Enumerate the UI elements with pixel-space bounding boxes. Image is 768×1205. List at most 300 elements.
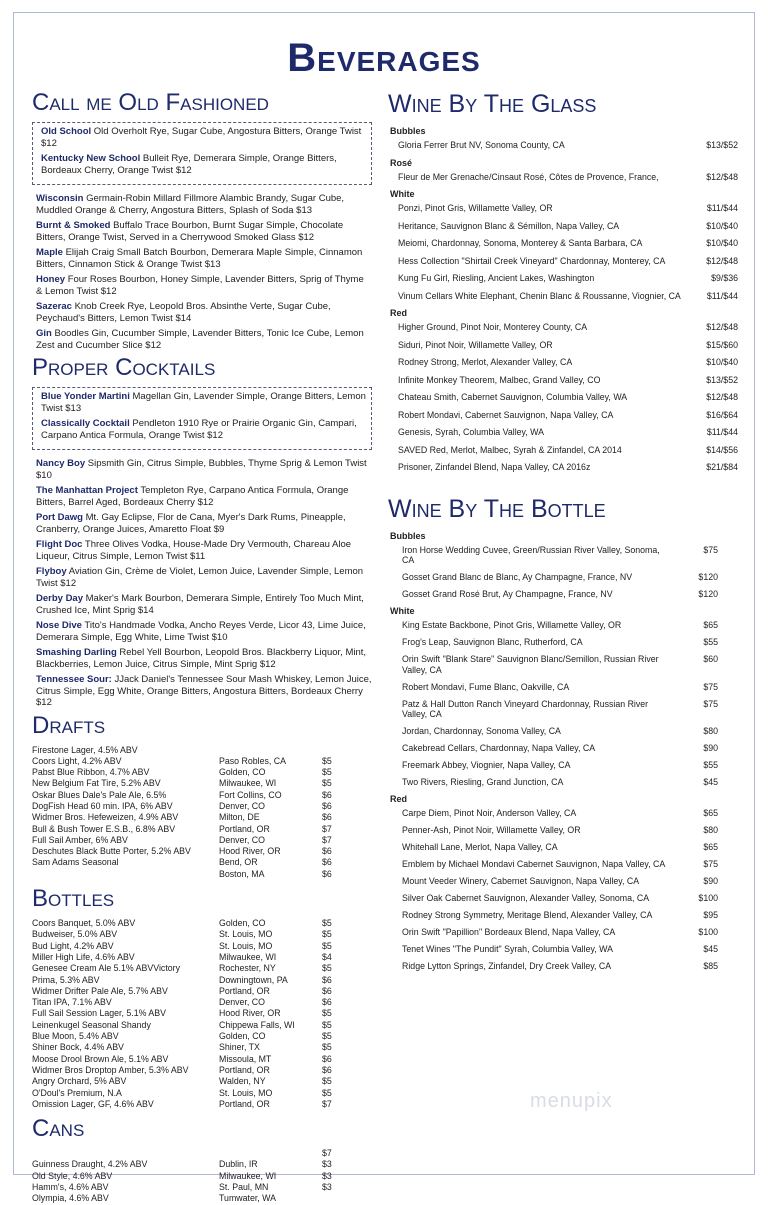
wine-bottle-title: Wine By The Bottle	[388, 494, 606, 523]
wine-name: Ponzi, Pinot Gris, Willamette Valley, OR	[398, 203, 553, 213]
beer-price: $5	[322, 1019, 332, 1030]
beer-row	[32, 941, 372, 952]
wine-price: $15/$60	[706, 339, 738, 350]
beer-name: Shiner Bock, 4.4% ABV	[32, 1042, 124, 1053]
beer-name: Old Style, 4.6% ABV	[32, 1170, 113, 1181]
beer-origin: Golden, CO	[219, 1031, 266, 1042]
cocktail-description: Tito's Handmade Vodka, Ancho Reyes Verde, Licor 43, Lime Juice, Demerara Simple, Egg White, Lime Twist $10	[36, 620, 366, 643]
cocktail-description: Germain-Robin Millard Fillmore Alambic Brandy, Sugar Cube, Muddled Orange & Cherry, Angostura Bitters, Splash of Soda $13	[36, 193, 345, 216]
wine-name: Robert Mondavi, Fume Blanc, Oakville, CA	[402, 681, 570, 692]
cocktail-description: Rebel Yell Bourbon, Leopold Bros. Blackberry Liquor, Mint, Blackberries, Lemon Juice, Citrus Simple, Mint Sprig $12	[36, 647, 367, 670]
wine-price: $10/$40	[706, 238, 738, 248]
beer-row	[32, 801, 372, 812]
beer-row	[32, 1065, 372, 1076]
beer-name: Widmer Bros Droptop Amber, 5.3% ABV	[32, 1064, 189, 1075]
wine-price: $75	[703, 681, 718, 692]
cocktail-name: Derby Day	[36, 593, 83, 604]
beer-origin: Milwaukee, WI	[219, 778, 277, 789]
beer-price: $5	[322, 1031, 332, 1042]
beer-name: Pabst Blue Ribbon, 4.7% ABV	[32, 767, 150, 778]
beer-price: $7	[322, 834, 332, 845]
wine-price: $16/$64	[706, 409, 738, 420]
wine-price: $11/$44	[706, 427, 738, 437]
beer-name: Sam Adams Seasonal	[32, 857, 119, 868]
old-fashioned-title: Call me Old Fashioned	[32, 89, 269, 116]
cocktail-item	[36, 566, 372, 589]
beer-name: Hamm's, 4.6% ABV	[32, 1182, 109, 1192]
cocktail-item	[36, 458, 372, 481]
cocktail-item	[36, 193, 372, 216]
beer-row	[32, 767, 372, 778]
beer-row	[32, 1099, 372, 1110]
cocktail-name: Kentucky New School	[41, 153, 141, 164]
page-title: Beverages	[287, 36, 481, 80]
beer-origin: Hood River, OR	[219, 1008, 281, 1019]
beer-price: $5	[322, 1042, 332, 1053]
beer-row	[32, 857, 372, 868]
wine-name: Kung Fu Girl, Riesling, Ancient Lakes, Washington	[398, 273, 595, 283]
wine-price: $80	[703, 825, 718, 835]
wine-row	[388, 238, 748, 249]
wine-name: Cakebread Cellars, Chardonnay, Napa Valley, CA	[402, 743, 596, 753]
wine-name: Penner-Ash, Pinot Noir, Willamette Valley, OR	[402, 825, 581, 835]
wine-price: $13/$52	[706, 374, 738, 385]
wine-name: Orin Swift "Papillion" Bordeaux Blend, Napa Valley, CA	[402, 927, 616, 937]
beer-origin: Dublin, IR	[219, 1159, 258, 1170]
cocktail-name: Sazerac	[36, 301, 72, 312]
cocktail-item	[36, 301, 372, 324]
wine-name: Vinum Cellars White Elephant, Chenin Blanc & Roussanne, Viognier, CA	[398, 290, 681, 301]
beer-origin: Denver, CO	[219, 800, 265, 811]
beer-origin: Boston, MA	[219, 868, 265, 879]
beer-origin: Fort Collins, CO	[219, 789, 282, 800]
cans-list	[32, 1148, 372, 1204]
wine-name: Patz & Hall Dutton Ranch Vineyard Chardonnay, Russian River Valley, CA	[402, 698, 649, 719]
cocktail-name: Port Dawg	[36, 512, 83, 523]
wine-row	[388, 961, 748, 972]
wine-row	[388, 927, 748, 938]
cocktail-name: Flyboy	[36, 566, 67, 577]
beer-name: Full Sail Session Lager, 5.1% ABV	[32, 1008, 166, 1019]
wine-price: $45	[703, 777, 718, 787]
wine-price: $9/$36	[711, 273, 738, 283]
beer-name: Bull & Bush Tower E.S.B., 6.8% ABV	[32, 823, 176, 834]
cocktail-name: The Manhattan Project	[36, 485, 138, 496]
beer-price: $5	[322, 1076, 332, 1087]
beer-origin: Portland, OR	[219, 985, 270, 996]
wine-name: Prisoner, Zinfandel Blend, Napa Valley, CA 2016z	[398, 462, 591, 472]
wine-row	[388, 743, 748, 754]
cocktail-item	[36, 274, 372, 297]
beer-price: $6	[322, 868, 332, 879]
wine-row	[388, 375, 748, 386]
wine-name: Genesis, Syrah, Columbia Valley, WA	[398, 427, 545, 437]
wine-name: Frog's Leap, Sauvignon Blanc, Rutherford, CA	[402, 637, 583, 647]
wine-price: $80	[703, 726, 718, 736]
beer-price: $6	[322, 857, 332, 868]
cocktail-name: Old School	[41, 126, 92, 137]
wine-category: Red	[390, 794, 408, 804]
wine-glass-title: Wine By The Glass	[388, 90, 597, 118]
cocktail-name: Honey	[36, 274, 66, 285]
wine-price: $95	[703, 910, 718, 920]
beer-origin: Hood River, OR	[219, 846, 281, 857]
wine-category: Bubbles	[390, 530, 426, 541]
beer-name: O'Doul's Premium, N.A	[32, 1087, 122, 1098]
wine-price: $90	[703, 743, 718, 753]
cocktail-description: Magellan Gin, Lavender Simple, Orange Bitters, Lemon Twist $13	[41, 391, 366, 414]
beer-price: $6	[322, 974, 332, 985]
beer-row	[32, 1031, 372, 1042]
beer-name: Widmer Drifter Pale Ale, 5.7% ABV	[32, 985, 168, 996]
cocktail-item	[36, 485, 372, 508]
watermark: menupix	[530, 1090, 613, 1112]
wine-price: $100	[698, 893, 718, 903]
beer-name: Titan IPA, 7.1% ABV	[32, 997, 112, 1008]
beer-origin: Downingtown, PA	[219, 974, 288, 985]
cocktail-description: Templeton Rye, Carpano Antica Formula, Orange Bitters, Barrel Aged, Bordeaux Cherry $12	[36, 485, 349, 508]
wine-row	[388, 910, 748, 921]
wine-name: Orin Swift "Blank Stare" Sauvignon Blanc/Semillon, Russian River Valley, CA	[402, 654, 659, 675]
beer-row	[32, 963, 372, 974]
wine-category: Rosé	[390, 157, 413, 168]
wine-price: $120	[698, 572, 718, 582]
beer-origin: Denver, CO	[219, 997, 265, 1008]
beer-name: Omission Lager, GF, 4.6% ABV	[32, 1098, 154, 1109]
beer-origin: Rochester, NY	[219, 963, 276, 974]
cocktail-item	[41, 153, 366, 176]
beer-row	[32, 1042, 372, 1053]
cocktail-name: Blue Yonder Martini	[41, 391, 130, 402]
wine-category: White	[390, 606, 415, 616]
beer-name: Miller High Life, 4.6% ABV	[32, 951, 135, 962]
wine-glass-list	[388, 126, 748, 473]
wine-row	[388, 620, 748, 631]
cocktail-item	[36, 220, 372, 243]
beer-price: $7	[322, 823, 332, 834]
cocktail-description: Four Roses Bourbon, Honey Simple, Lavender Bitters, Sprig of Thyme & Lemon Twist $12	[36, 274, 364, 297]
beer-row	[32, 1054, 372, 1065]
wine-price: $45	[703, 944, 718, 954]
beer-name: Deschutes Black Butte Porter, 5.2% ABV	[32, 846, 191, 857]
wine-price: $55	[703, 637, 718, 647]
cocktail-description: Maker's Mark Bourbon, Demerara Simple, Entirely Too Much Mint, Crushed Ice, Mint Sprig $14	[36, 593, 364, 616]
beer-row	[32, 1020, 372, 1031]
wine-name: Mount Veeder Winery, Cabernet Sauvignon, Napa Valley, CA	[402, 876, 640, 886]
beer-price: $5	[322, 963, 332, 974]
wine-name: Gosset Grand Blanc de Blanc, Ay Champagne, France, NV	[402, 572, 633, 582]
beer-origin: St. Louis, MO	[219, 1087, 273, 1098]
cocktail-item	[41, 418, 366, 441]
wine-name: Rodney Strong Symmetry, Meritage Blend, Alexander Valley, CA	[402, 910, 653, 920]
left-column	[32, 90, 372, 1205]
beer-name: Coors Light, 4.2% ABV	[32, 755, 122, 766]
beer-row	[32, 1088, 372, 1099]
wine-price: $75	[703, 859, 718, 869]
beer-origin: Bend, OR	[219, 857, 258, 868]
beer-price: $6	[322, 812, 332, 823]
wine-row	[388, 322, 748, 333]
wine-name: Two Rivers, Riesling, Grand Junction, CA	[402, 777, 564, 787]
beer-price: $5	[322, 1008, 332, 1019]
wine-name: Meiomi, Chardonnay, Sonoma, Monterey & Santa Barbara, CA	[398, 238, 643, 248]
beer-origin: Denver, CO	[219, 834, 265, 845]
beer-name: Budweiser, 5.0% ABV	[32, 929, 118, 940]
proper-cocktails-list	[32, 458, 372, 709]
beer-origin: Tumwater, WA	[219, 1193, 277, 1204]
beer-name: Firestone Lager, 4.5% ABV	[32, 744, 138, 755]
wine-row	[388, 273, 748, 284]
beer-row	[32, 929, 372, 940]
beer-row	[32, 869, 372, 880]
beer-price: $5	[322, 755, 332, 766]
beer-row	[32, 1159, 372, 1170]
cocktail-name: Flight Doc	[36, 539, 83, 550]
wine-row	[388, 808, 748, 819]
wine-price: $65	[703, 808, 718, 818]
wine-price: $12/$48	[706, 322, 738, 332]
wine-price: $75	[703, 544, 718, 555]
beer-name: Olympia, 4.6% ABV	[32, 1193, 109, 1204]
cocktail-description: Boodles Gin, Cucumber Simple, Lavender Bitters, Tonic Ice Cube, Lemon Zest and Cucumber Slice $12	[36, 328, 364, 351]
wine-price: $10/$40	[706, 357, 738, 367]
cocktail-description: Old Overholt Rye, Sugar Cube, Angostura Bitters, Orange Twist $12	[41, 126, 362, 149]
wine-name: Infinite Monkey Theorem, Malbec, Grand Valley, CO	[398, 374, 601, 385]
beer-row	[32, 812, 372, 823]
beer-name: New Belgium Fat Tire, 5.2% ABV	[32, 778, 161, 789]
wine-price: $12/$48	[706, 255, 738, 266]
beer-row	[32, 1008, 372, 1019]
beer-price: $6	[322, 846, 332, 857]
beer-row	[32, 1193, 372, 1204]
beer-price: $4	[322, 951, 332, 962]
beer-origin: Walden, NY	[219, 1076, 266, 1087]
cocktail-item	[36, 247, 372, 270]
beer-name: DogFish Head 60 min. IPA, 6% ABV	[32, 800, 173, 811]
cocktail-description: JJack Daniel's Tennessee Sour Mash Whiskey, Lemon Juice, Citrus Simple, Egg White, Orange Bitters, Angostura Bitters, Bordeaux Cherry $12	[36, 674, 372, 708]
beer-name: Leinenkugel Seasonal Shandy	[32, 1019, 151, 1030]
beer-origin: Portland, OR	[219, 1064, 270, 1075]
wine-price: $12/$48	[706, 171, 738, 182]
beer-row	[32, 756, 372, 767]
wine-price: $90	[703, 876, 718, 886]
cocktail-name: Wisconsin	[36, 193, 84, 204]
bottles-title: Bottles	[32, 885, 115, 913]
cocktail-item	[41, 391, 366, 414]
cocktail-item	[36, 539, 372, 562]
beer-price: $6	[322, 1064, 332, 1075]
cocktail-item	[36, 593, 372, 616]
wine-row	[388, 726, 748, 737]
beer-origin: Portland, OR	[219, 823, 270, 834]
beer-price: $5	[322, 940, 332, 951]
wine-price: $65	[703, 620, 718, 630]
cocktail-description: Bulleit Rye, Demerara Simple, Orange Bitters, Bordeaux Cherry, Orange Twist $12	[41, 153, 337, 176]
beer-origin: Chippewa Falls, WI	[219, 1019, 295, 1030]
wine-price: $75	[703, 698, 718, 709]
beer-row	[32, 846, 372, 857]
cocktail-item	[36, 674, 372, 709]
beer-row	[32, 745, 372, 756]
wine-price: $11/$44	[706, 203, 738, 213]
wine-row	[388, 637, 748, 648]
wine-price: $21/$84	[706, 462, 738, 472]
beer-row	[32, 835, 372, 846]
cocktail-description: Three Olives Vodka, House-Made Dry Vermouth, Chareau Aloe Liqueur, Citrus Simple, Lemon Twist $11	[36, 539, 352, 562]
wine-name: Silver Oak Cabernet Sauvignon, Alexander Valley, Sonoma, CA	[402, 893, 650, 903]
beer-price: $5	[322, 918, 332, 929]
drafts-title: Drafts	[32, 711, 106, 739]
beer-row	[32, 997, 372, 1008]
beer-name: Moose Drool Brown Ale, 5.1% ABV	[32, 1053, 169, 1064]
wine-name: Jordan, Chardonnay, Sonoma Valley, CA	[402, 726, 561, 736]
cocktail-description: Buffalo Trace Bourbon, Burnt Sugar Simple, Chocolate Bitters, Orange Twist, Served in a Cherrywood Smoked Glass $12	[36, 220, 344, 243]
beer-price: $6	[322, 800, 332, 811]
wine-row	[388, 203, 748, 214]
old-fashioned-featured-box	[32, 122, 372, 185]
wine-name: Freemark Abbey, Viognier, Napa Valley, CA	[402, 760, 571, 770]
old-fashioned-list	[32, 193, 372, 351]
wine-row	[388, 140, 748, 151]
wine-price: $65	[703, 842, 718, 852]
beer-origin: Paso Robles, CA	[219, 755, 286, 766]
wine-bottle-list	[388, 531, 748, 972]
wine-price: $13/$52	[706, 140, 738, 150]
wine-price: $85	[703, 961, 718, 971]
beer-name: Bud Light, 4.2% ABV	[32, 940, 114, 951]
beer-origin: Milwaukee, WI	[219, 951, 277, 962]
wine-category: Bubbles	[390, 126, 426, 136]
beer-origin: Golden, CO	[219, 767, 266, 778]
beer-origin: Missoula, MT	[219, 1053, 272, 1064]
wine-row	[388, 825, 748, 836]
wine-row	[388, 699, 748, 720]
drafts-list	[32, 745, 372, 881]
bottles-list	[32, 918, 372, 1110]
cocktail-name: Smashing Darling	[36, 647, 117, 658]
beer-name: Genesee Cream Ale 5.1% ABVVictory	[32, 963, 180, 974]
cans-title: Cans	[32, 1115, 85, 1143]
wine-name: Ridge Lytton Springs, Zinfandel, Dry Creek Valley, CA	[402, 961, 612, 971]
beer-price: $5	[322, 778, 332, 789]
cocktail-item	[36, 328, 372, 351]
cocktail-name: Nose Dive	[36, 620, 82, 631]
wine-name: Whitehall Lane, Merlot, Napa Valley, CA	[402, 842, 558, 852]
beer-name: Blue Moon, 5.4% ABV	[32, 1031, 119, 1042]
wine-row	[388, 445, 748, 456]
cocktail-name: Gin	[36, 328, 52, 339]
beer-row	[32, 986, 372, 997]
wine-price: $120	[698, 589, 718, 599]
beer-origin: St. Louis, MO	[219, 940, 273, 951]
beer-name: Prima, 5.3% ABV	[32, 974, 100, 985]
wine-row	[388, 392, 748, 403]
beer-origin: St. Louis, MO	[219, 929, 273, 940]
wine-name: Emblem by Michael Mondavi Cabernet Sauvignon, Napa Valley, CA	[402, 859, 666, 869]
beer-price: $6	[322, 1053, 332, 1064]
beer-row	[32, 1076, 372, 1087]
cocktail-description: Pendleton 1910 Rye or Prairie Organic Gin, Campari, Carpano Antica Formula, Orange Twist $12	[41, 418, 357, 441]
wine-row	[388, 589, 748, 600]
wine-row	[388, 859, 748, 870]
wine-name: Iron Horse Wedding Cuvee, Green/Russian River Valley, Sonoma, CA	[402, 544, 660, 565]
wine-row	[388, 760, 748, 771]
beer-row	[32, 824, 372, 835]
wine-row	[388, 221, 748, 232]
cocktail-item	[36, 647, 372, 670]
beer-name: Guinness Draught, 4.2% ABV	[32, 1159, 148, 1170]
beer-price: $3	[322, 1159, 332, 1170]
wine-row	[388, 340, 748, 351]
beer-price: $7	[322, 1098, 332, 1109]
wine-name: King Estate Backbone, Pinot Gris, Willamette Valley, OR	[402, 620, 622, 630]
wine-name: Carpe Diem, Pinot Noir, Anderson Valley, CA	[402, 808, 577, 818]
wine-name: Hess Collection "Shirtail Creek Vineyard" Chardonnay, Monterey, CA	[398, 255, 666, 266]
wine-name: Fleur de Mer Grenache/Cinsaut Rosé, Côtes de Provence, France,	[398, 171, 659, 182]
beer-name: Oskar Blues Dale's Pale Ale, 6.5%	[32, 789, 167, 800]
wine-name: Siduri, Pinot Noir, Willamette Valley, OR	[398, 339, 553, 350]
wine-name: Gloria Ferrer Brut NV, Sonoma County, CA	[398, 140, 565, 150]
beer-row	[32, 790, 372, 801]
wine-row	[388, 256, 748, 267]
beer-price: $6	[322, 789, 332, 800]
beer-name: Widmer Bros. Hefeweizen, 4.9% ABV	[32, 812, 179, 823]
wine-name: Tenet Wines "The Pundit" Syrah, Columbia Valley, WA	[402, 944, 613, 954]
beer-price: $3	[322, 1170, 332, 1181]
wine-row	[388, 172, 748, 183]
beer-name: Angry Orchard, 5% ABV	[32, 1076, 127, 1087]
right-column	[388, 90, 748, 978]
wine-price: $11/$44	[706, 290, 738, 301]
beer-row	[32, 952, 372, 963]
wine-row	[388, 462, 748, 473]
beer-origin: Milwaukee, WI	[219, 1170, 277, 1181]
beer-row	[32, 918, 372, 929]
beer-row	[32, 1148, 372, 1159]
cocktail-name: Classically Cocktail	[41, 418, 130, 429]
beer-price: $3	[322, 1182, 332, 1192]
wine-price: $14/$56	[706, 444, 738, 455]
cocktail-name: Maple	[36, 247, 63, 258]
cocktail-item	[36, 512, 372, 535]
cocktail-description: Aviation Gin, Crème de Violet, Lemon Juice, Lavender Simple, Lemon Twist $12	[36, 566, 364, 589]
wine-name: SAVED Red, Merlot, Malbec, Syrah & Zinfandel, CA 2014	[398, 444, 622, 455]
beer-price: $5	[322, 1087, 332, 1098]
beer-origin: Portland, OR	[219, 1098, 270, 1109]
beer-price: $6	[322, 997, 332, 1008]
cocktail-name: Tennessee Sour:	[36, 674, 112, 685]
wine-name: Gosset Grand Rosé Brut, Ay Champagne, France, NV	[402, 589, 613, 599]
beer-origin: Golden, CO	[219, 918, 266, 929]
wine-name: Heritance, Sauvignon Blanc & Sémillon, Napa Valley, CA	[398, 220, 620, 231]
beer-origin: Shiner, TX	[219, 1042, 260, 1053]
wine-price: $60	[703, 654, 718, 664]
cocktail-item	[41, 126, 366, 149]
wine-row	[388, 545, 748, 566]
cocktail-description: Knob Creek Rye, Leopold Bros. Absinthe Verte, Sugar Cube, Peychaud's Bitters, Lemon Twist $14	[36, 301, 331, 324]
beer-origin: Milton, DE	[219, 812, 260, 823]
wine-category: Red	[390, 308, 408, 318]
wine-row	[388, 291, 748, 302]
beer-price: $5	[322, 929, 332, 940]
beer-row	[32, 1171, 372, 1182]
cocktail-item	[36, 620, 372, 643]
wine-row	[388, 876, 748, 887]
beer-row	[32, 1182, 372, 1193]
proper-cocktails-title: Proper Cocktails	[32, 354, 216, 381]
beer-row	[32, 975, 372, 986]
wine-row	[388, 654, 748, 675]
